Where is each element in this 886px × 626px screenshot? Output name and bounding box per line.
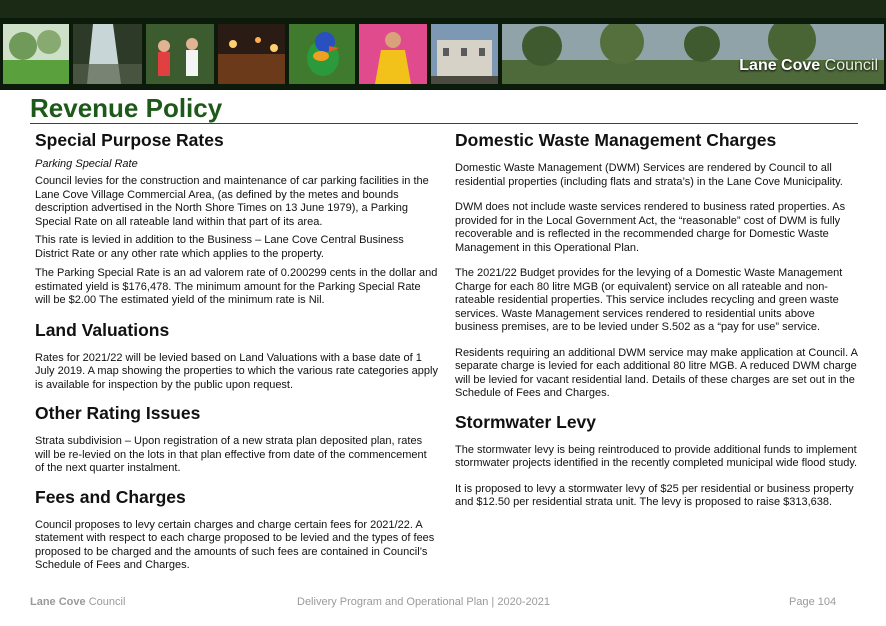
land-valuations-section bbox=[35, 320, 438, 393]
paragraph: Council proposes to levy certain charges and charge certain fees for 2021/22. A statement with respect to each charge proposed to be levied and the types of fees proposed to be charged and the amounts of such fees are contained in Council’s Schedule of Fees and Charges. bbox=[35, 518, 435, 571]
night-street-photo bbox=[218, 24, 285, 84]
title-divider bbox=[30, 123, 858, 124]
footer-page-number: Page 104 bbox=[789, 596, 837, 608]
paragraph: It is proposed to levy a stormwater levy of $25 per residential or business property and $12.50 per residential strata unit. The levy is proposed to raise $313,638. bbox=[455, 482, 854, 508]
paragraph: DWM does not include waste services rendered to business rated properties. As provided for in the Local Government Act, the “reasonable” cost of DWM is fully recoverable and is reflected in the recommended charge for Domestic Waste Management in this Operational Plan. bbox=[455, 201, 846, 254]
lorikeet-photo bbox=[289, 24, 355, 84]
section-heading: Other Rating Issues bbox=[35, 403, 201, 423]
section-heading: Fees and Charges bbox=[35, 486, 186, 507]
footer-document-title: Delivery Program and Operational Plan | 2020-2021 bbox=[297, 596, 550, 608]
paragraph: The Parking Special Rate is an ad valorem rate of 0.200299 cents in the dollar and estimated yield is $176,478. The minimum amount for the Parking Special Rate will be $2.00 The estimated yield of the minimum rate is Nil. bbox=[35, 267, 438, 306]
paragraph: Council levies for the construction and maintenance of car parking facilities in the Lane Cove Village Commercial Area, (as defined by the metes and bounds description advertised in the North Shore Times on 13 June 1979), a Parking Special Rate on all rateable land within that part of its area. bbox=[35, 175, 429, 228]
right-column bbox=[455, 130, 860, 510]
festival-dancers-photo bbox=[146, 24, 214, 84]
page-title: Revenue Policy bbox=[30, 93, 223, 123]
paragraph: Rates for 2021/22 will be levied based on Land Valuations with a base date of 1 July 2019. A map showing the properties to which the various rate categories apply is available for inspection by the public upon request. bbox=[35, 351, 438, 391]
other-rating-issues-section bbox=[35, 403, 438, 476]
section-heading: Stormwater Levy bbox=[455, 411, 597, 432]
left-column bbox=[35, 130, 438, 573]
paragraph: The 2021/22 Budget provides for the levying of a Domestic Waste Management Charge for each 80 litre MGB (or equivalent) service on all rateable and non-rateable residential properties. This service includes recycling and green waste services. Waste Management services rendered to residential units above business premises, are to be levied under S.502 as a “pay for use” service. bbox=[455, 267, 843, 333]
historic-building-photo bbox=[431, 24, 498, 84]
paragraph: This rate is levied in addition to the Business – Lane Cove Central Business District Rate or any other rate which applies to the property. bbox=[35, 234, 404, 260]
paragraph: The stormwater levy is being reintroduced to provide additional funds to implement stormwater projects identified in the recently completed municipal wide flood study. bbox=[455, 443, 858, 469]
section-heading: Domestic Waste Management Charges bbox=[455, 130, 777, 150]
paragraph: Strata subdivision – Upon registration of a new strata plan deposited plan, rates will be re-levied on the lots in that plan effective from date of the commencement of the next quarter instalment. bbox=[35, 435, 427, 474]
section-heading: Land Valuations bbox=[35, 319, 170, 340]
dwm-charges-section bbox=[455, 130, 860, 401]
header-banner bbox=[0, 0, 886, 90]
golf-course-photo bbox=[3, 24, 69, 84]
waterfall-photo bbox=[73, 24, 142, 84]
section-heading: Special Purpose Rates bbox=[35, 130, 224, 150]
dancer-performer-photo bbox=[359, 24, 427, 84]
paragraph: Domestic Waste Management (DWM) Services are rendered by Council to all residential properties (including flats and strata’s) in the Lane Cove Municipality. bbox=[455, 162, 843, 188]
paragraph: Residents requiring an additional DWM service may make application at Council. A separate charge is levied for each additional 80 litre MGB. A reduced DWM charge will be levied for vacant residential land. Details of these charges are set out in the Schedule of Fees and Charges. bbox=[455, 346, 858, 399]
special-purpose-rates-section bbox=[35, 130, 438, 308]
fees-and-charges-section bbox=[35, 487, 438, 573]
footer-org: Lane Cove Council bbox=[30, 596, 126, 608]
section-subheading: Parking Special Rate bbox=[35, 158, 138, 170]
stormwater-levy-section bbox=[455, 412, 860, 510]
park-panorama-photo bbox=[502, 24, 884, 84]
council-logo: Lane Cove Council bbox=[739, 57, 878, 74]
